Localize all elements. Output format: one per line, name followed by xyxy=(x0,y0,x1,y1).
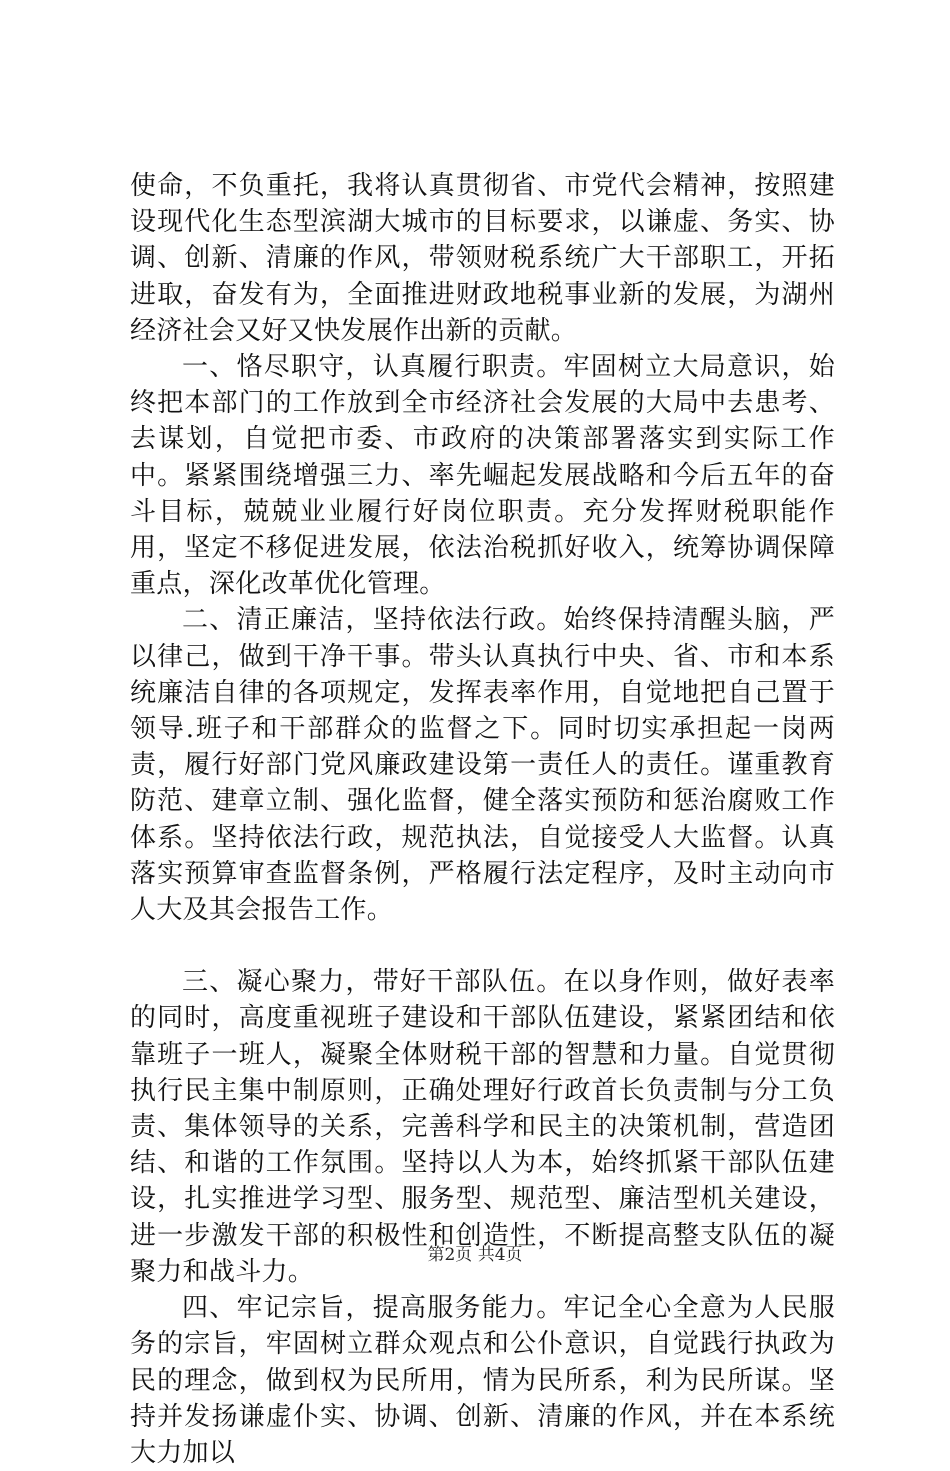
page-footer: 第2页 共4页 xyxy=(427,1245,523,1265)
paragraph-section-4: 四、牢记宗旨，提高服务能力。牢记全心全意为人民服务的宗旨，牢固树立群众观点和公仆意识，自觉践行执政为民的理念，做到权为民所用，情为民所系，利为民所谋。坚持并发扬谦虚仆实、协调、创新、清廉的作风，并在本系统大力加以 xyxy=(130,1293,835,1468)
paragraph-section-3: 三、凝心聚力，带好干部队伍。在以身作则，做好表率的同时，高度重视班子建设和干部队伍建设，紧紧团结和依靠班子一班人，凝聚全体财税干部的智慧和力量。自觉贯彻执行民主集中制原则，正确处理好行政首长负责制与分工负责、集体领导的关系，完善科学和民主的决策机制，营造团结、和谐的工作氛围。坚持以人为本，始终抓紧干部队伍建设，扎实推进学习型、服务型、规范型、廉洁型机关建设，进一步激发干部的积极性和创造性，不断提高整支队伍的凝聚力和战斗力。 xyxy=(130,967,835,1287)
paragraph-section-2: 二、清正廉洁，坚持依法行政。始终保持清醒头脑，严以律己，做到干净干事。带头认真执行中央、省、市和本系统廉洁自律的各项规定，发挥表率作用，自觉地把自己置于领导.班子和干部群众的监督之下。同时切实承担起一岗两责，履行好部门党风廉政建设第一责任人的责任。谨重教育防范、建章立制、强化监督，健全落实预防和惩治腐败工作体系。坚持依法行政，规范执法，自觉接受人大监督。认真落实预算审查监督条例，严格履行法定程序，及时主动向市人大及其会报告工作。 xyxy=(130,605,835,926)
document-body xyxy=(130,168,835,1471)
paragraph-continuation: 使命，不负重托，我将认真贯彻省、市党代会精神，按照建设现代化生态型滨湖大城市的目标要求，以谦虚、务实、协调、创新、清廉的作风，带领财税系统广大干部职工，开拓进取，奋发有为，全面推进财政地税事业新的发展，为湖州经济社会又好又快发展作出新的贡献。 xyxy=(130,171,835,346)
paragraph-section-1: 一、恪尽职守，认真履行职责。牢固树立大局意识，始终把本部门的工作放到全市经济社会发展的大局中去患考、去谋划，自觉把市委、市政府的决策部署落实到实际工作中。紧紧围绕增强三力、率先崛起发展战略和今后五年的奋斗目标，兢兢业业履行好岗位职责。充分发挥财税职能作用，坚定不移促进发展，依法治税抓好收入，统筹协调保障重点，深化改革优化管理。 xyxy=(130,352,835,600)
